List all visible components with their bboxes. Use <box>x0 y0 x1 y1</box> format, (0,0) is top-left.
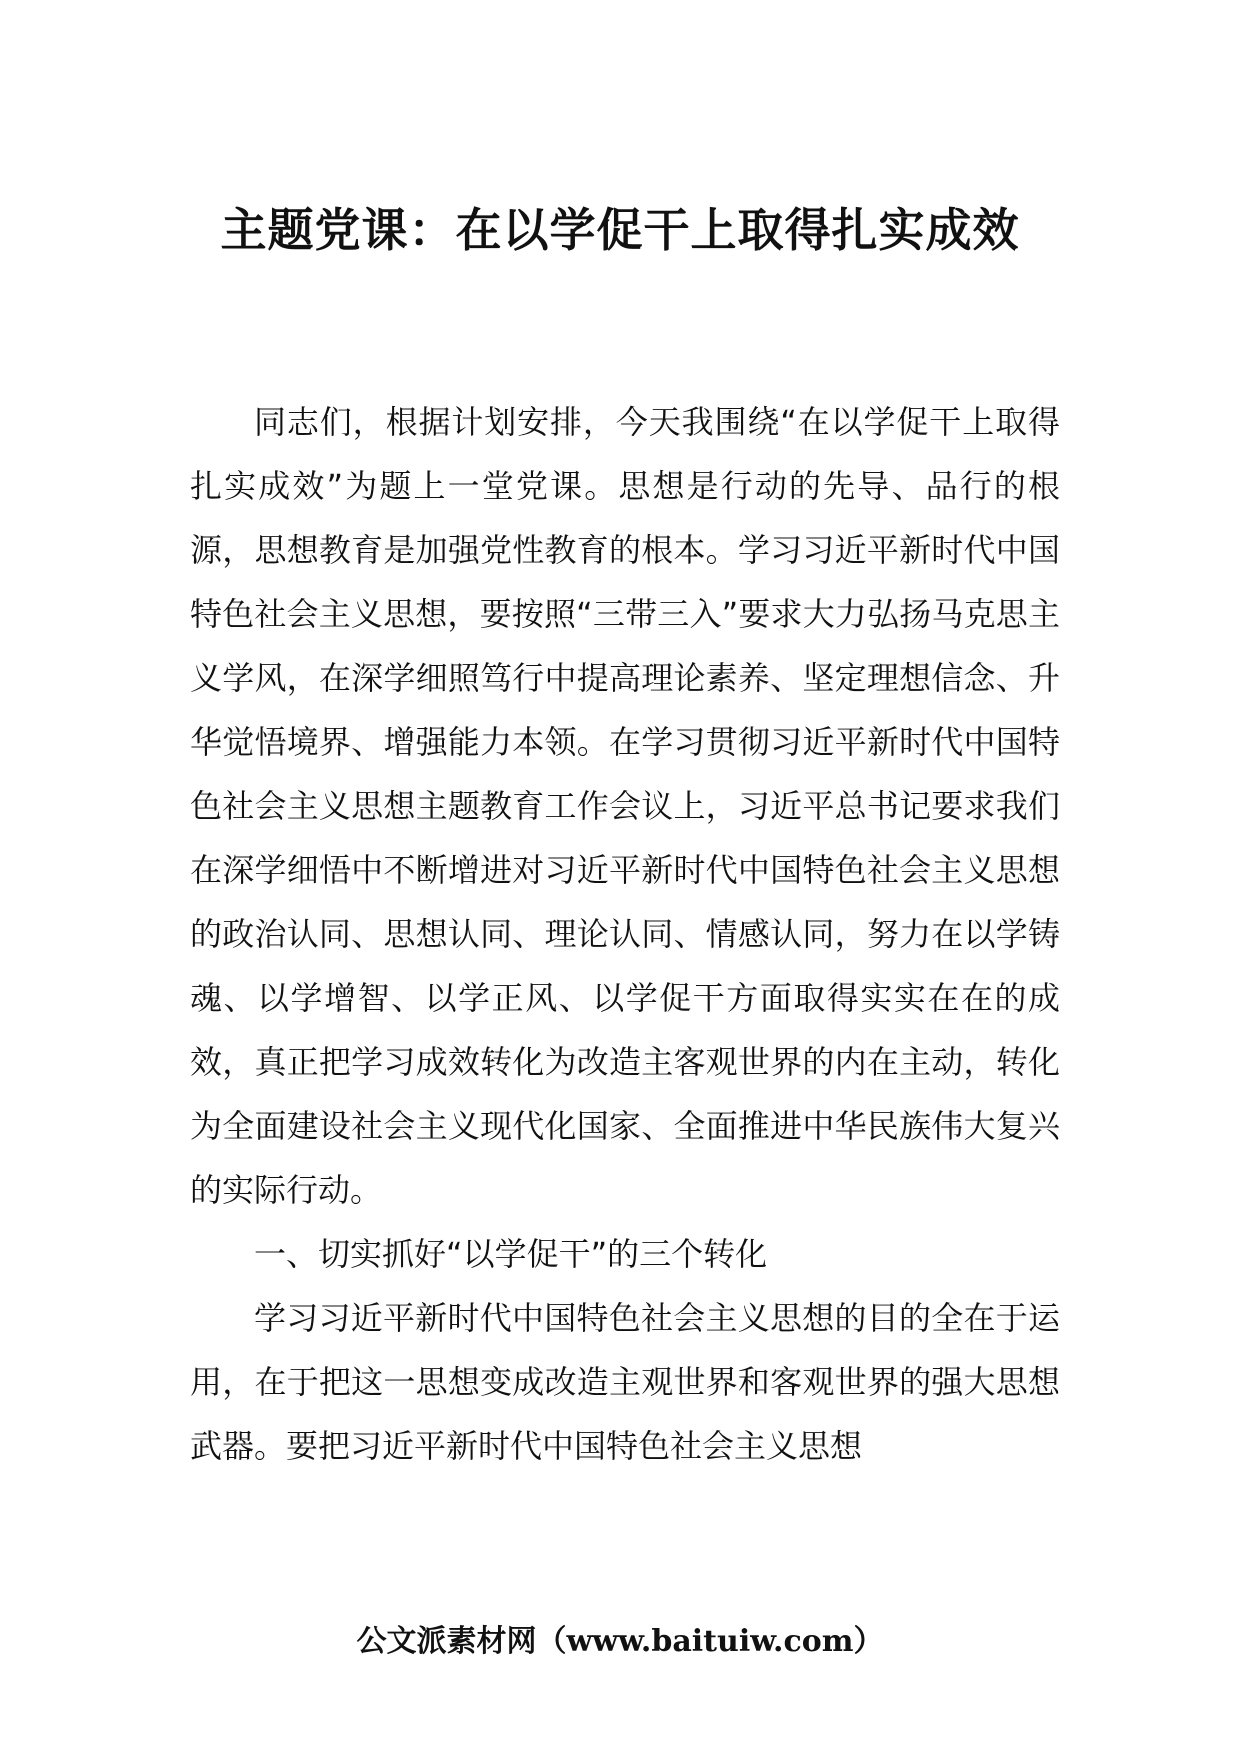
document-title: 主题党课：在以学促干上取得扎实成效 <box>220 203 1020 257</box>
paragraph-section-1: 学习习近平新时代中国特色社会主义思想的目的全在于运用，在于把这一思想变成改造主观世界和客观世界的强大思想武器。要把习近平新时代中国特色社会主义思想 <box>190 1299 1060 1465</box>
document-body <box>190 390 1060 1478</box>
section-heading: 一、切实抓好“以学促干”的三个转化 <box>254 1235 768 1273</box>
paragraph-intro: 同志们，根据计划安排，今天我围绕“在以学促干上取得扎实成效”为题上一堂党课。思想是行动的先导、品行的根源，思想教育是加强党性教育的根本。学习习近平新时代中国特色社会主义思想，要按照“三带三入”要求大力弘扬马克思主义学风，在深学细照笃行中提高理论素养、坚定理想信念、升华觉悟境界、增强能力本领。在学习贯彻习近平新时代中国特色社会主义思想主题教育工作会议上，习近平总书记要求我们在深学细悟中不断增进对习近平新时代中国特色社会主义思想的政治认同、思想认同、理论认同、情感认同，努力在以学铸魂、以学增智、以学正风、以学促干方面取得实实在在的成效，真正把学习成效转化为改造主客观世界的内在主动，转化为全面建设社会主义现代化国家、全面推进中华民族伟大复兴的实际行动。 <box>190 403 1060 1209</box>
page-footer-watermark: 公文派素材网（www.baituiw.com） <box>356 1624 884 1659</box>
